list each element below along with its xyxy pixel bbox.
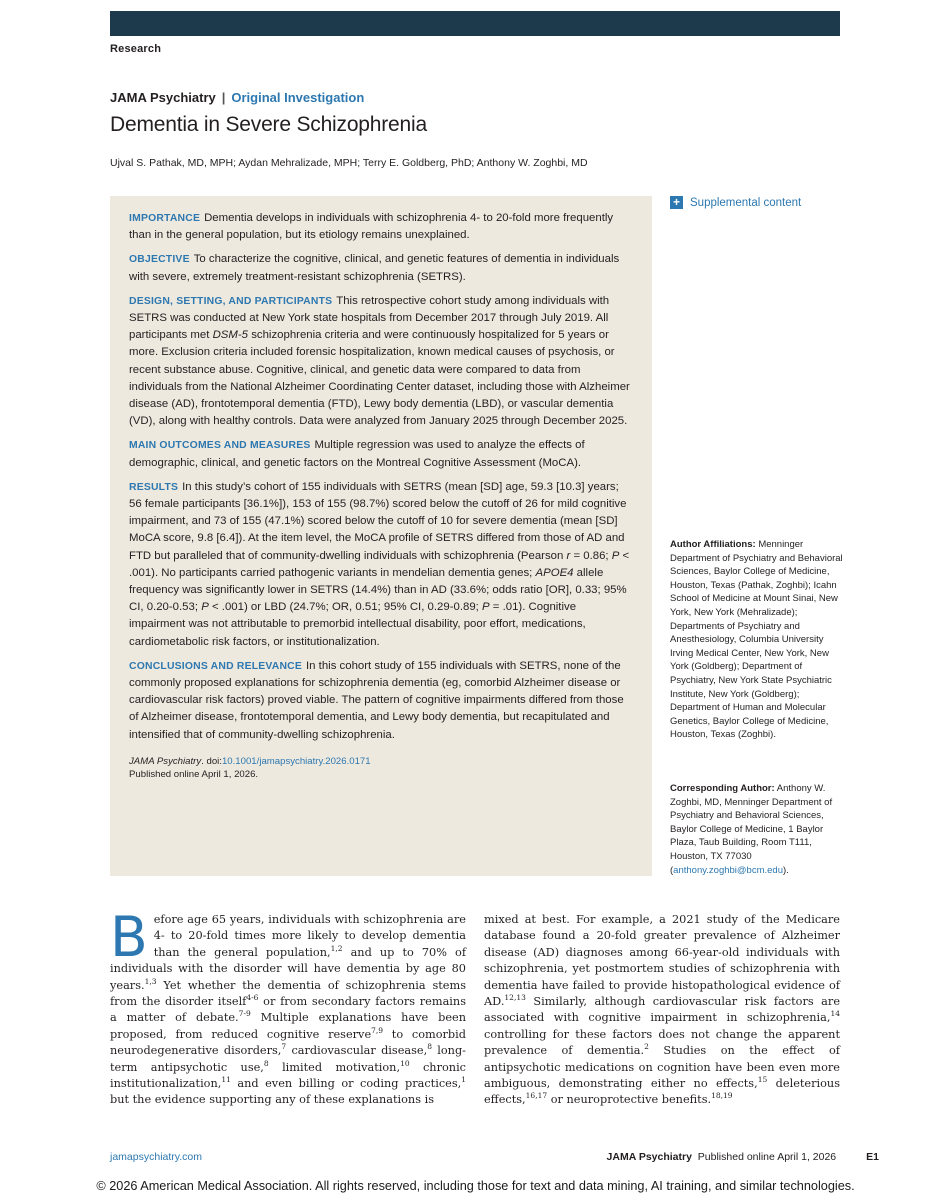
journal-line — [110, 90, 364, 105]
reference-superscript: 7-9 — [238, 1009, 251, 1019]
reference-superscript: 1 — [461, 1075, 466, 1085]
stat-symbol: P — [611, 549, 620, 562]
article-citation — [129, 755, 634, 782]
abstract-box — [110, 196, 652, 876]
corresponding-author — [670, 782, 848, 877]
journal-name: JAMA Psychiatry — [110, 90, 216, 105]
section-label: Research — [110, 43, 162, 55]
abstract-text: In this study’s cohort of 155 individuals with SETRS (mean [SD] age, 59.3 [10.3] years; 56 female participants [36.1%]), 153 of 155 (98.7%) scored below the cutoff of 26 for mild cognitive impairment, and 73 of 155 (47.1%) scored below the cutoff of 10 for severe dementia (mean [SD] MoCA score, 9.8 [6.4]). At the item level, the MoCA profile of SETRS differed from those of AD and FTD but paralleled that of community-dwelling individuals with schizophrenia (Pearson — [129, 480, 627, 562]
reference-superscript: 7 — [281, 1042, 287, 1052]
abstract-heading: DESIGN, SETTING, AND PARTICIPANTS — [129, 295, 333, 307]
body-text: Yet whether the dementia of schizophrenia stems from the disorder itself — [110, 978, 466, 1009]
body-text: controlling for these factors does not change the apparent prevalence of dementia. — [484, 1027, 840, 1058]
abstract-design — [129, 293, 634, 431]
body-text: to comorbid neurodegenerative disorders, — [110, 1027, 466, 1058]
corresponding-label: Corresponding Author: — [670, 783, 775, 794]
body-text: deleterious effects, — [484, 1077, 840, 1107]
body-text: or from secondary factors remains a matter of debate. — [110, 995, 466, 1025]
journal-header-bar — [110, 11, 840, 36]
reference-superscript: 7,9 — [371, 1026, 384, 1036]
abstract-conclusions — [129, 658, 634, 744]
reference-superscript: 1,3 — [144, 976, 157, 986]
abstract-text: To characterize the cognitive, clinical, and genetic features of dementia in individuals with severe, extremely treatment-resistant schizophrenia (SETRS). — [129, 253, 620, 283]
abstract-text: < .001). No participants carried pathogenic variants in mendelian dementia genes; — [129, 549, 630, 579]
citation-journal: JAMA Psychiatry — [129, 755, 202, 767]
abstract-results — [129, 479, 634, 651]
abstract-heading: OBJECTIVE — [129, 254, 190, 266]
reference-superscript: 8 — [263, 1058, 269, 1068]
abstract-heading: IMPORTANCE — [129, 213, 201, 224]
body-column-right — [484, 912, 840, 1109]
author-affiliations — [670, 538, 848, 742]
body-text: and even billing or coding practices, — [230, 1077, 462, 1091]
doi-link[interactable]: 10.1001/jamapsychiatry.2026.0171 — [221, 755, 371, 767]
affiliations-text: Menninger Department of Psychiatry and Behavioral Sciences, Baylor College of Medicine, Houston, Texas (Pathak, Zoghbi); Icahn School of Medicine at Mount Sinai, New York, New York (Mehralizade); Departments of Psychiatry and Anesthesiology, Columbia University Irving Medical Center, New York, New York (Goldberg); Department of Psychiatry, New York State Psychiatric Institute, New York (Goldberg); Department of Human and Molecular Genetics, Baylor College of Medicine, Houston, Texas (Zoghbi). — [670, 539, 843, 741]
body-text: or neuroprotective benefits. — [547, 1093, 712, 1107]
body-text: long-term antipsychotic use, — [110, 1044, 466, 1074]
corresponding-text: Anthony W. Zoghbi, MD, Menninger Department of Psychiatry and Behavioral Sciences, Baylor College of Medicine, 1 Baylor Plaza, Taub Building, Room T111, Houston, TX 77030 — [670, 783, 833, 862]
reference-superscript: 10 — [400, 1058, 410, 1068]
reference-superscript: 4-6 — [246, 993, 259, 1003]
body-text: efore age 65 years, individuals with schizophrenia are 4- to 20-fold times more likely to develop dementia than the general population, — [153, 913, 466, 959]
reference-superscript: 8 — [427, 1042, 432, 1052]
drop-cap: B — [110, 905, 148, 969]
body-text: mixed at best. For example, a 2021 study of the Medicare database found a 20-fold greater prevalence of Alzheimer disease (AD) diagnoses among 66-year-old individuals with schizophrenia, yet postmortem studies of schizophrenia with dementia have failed to provide histopathological evidence of AD. — [484, 913, 840, 1009]
body-text: cardiovascular disease, — [286, 1044, 428, 1058]
stat-symbol: P — [482, 601, 490, 614]
stat-symbol: r — [566, 549, 571, 562]
body-text: Studies on the effect of antipsychotic medications on cognition have been even more ambiguous, demonstrating either no effects, — [484, 1044, 840, 1091]
abstract-text: = .01). Cognitive impairment was not attributable to premorbid intellectual disability, poor effort, medications, cardiometabolic risk factors, or institutionalization. — [129, 601, 586, 648]
supplemental-label: Supplemental content — [690, 196, 802, 209]
dsm-term: DSM-5 — [212, 329, 249, 342]
supplemental-content-link[interactable] — [670, 196, 801, 209]
affiliations-label: Author Affiliations: — [670, 539, 756, 550]
gene-name: APOE4 — [535, 566, 574, 579]
reference-superscript: 12,13 — [504, 993, 526, 1003]
abstract-heading: MAIN OUTCOMES AND MEASURES — [129, 440, 311, 452]
reference-superscript: 1,2 — [330, 944, 343, 954]
abstract-text: < .001) or LBD (24.7%; OR, 0.51; 95% CI, 0.29-0.89; — [208, 601, 482, 614]
reference-superscript: 2 — [644, 1042, 649, 1052]
citation-doi-prefix: . doi: — [201, 755, 222, 767]
copyright-notice: © 2026 American Medical Association. All rights reserved, including those for text and data mining, AI training, and similar technologies. — [96, 1179, 855, 1193]
abstract-objective — [129, 251, 634, 285]
footer-info — [607, 1151, 879, 1163]
reference-superscript: 11 — [221, 1075, 231, 1085]
article-type: Original Investigation — [231, 90, 365, 105]
article-title: Dementia in Severe Schizophrenia — [110, 113, 427, 136]
abstract-heading: RESULTS — [129, 481, 179, 493]
body-text: limited motivation, — [268, 1060, 401, 1074]
abstract-text: = 0.86; — [570, 549, 612, 562]
abstract-text: schizophrenia criteria and were continuously hospitalized for 5 years or more. Exclusion criteria included forensic hospitalization, known medical causes of psychosis, or recent substance abuse. Cognitive, clinical, and genetic data were compared to data from individuals from the National Alzheimer Coordinating Center dataset, including those with Alzheimer disease (AD), frontotemporal dementia (FTD), Lewy body dementia (LBD), or vascular dementia (VD), along with healthy controls. Data were analyzed from January 2025 through December 2025. — [129, 329, 630, 428]
paren: ( — [670, 864, 674, 876]
separator: | — [221, 90, 226, 105]
abstract-importance — [129, 210, 634, 244]
abstract-text: allele frequency was significantly lower in SETRS (14.4%) than in AD (33.6%; odds ratio [OR], 0.33; 95% CI, 0.20-0.53; — [129, 566, 627, 614]
abstract-text: Dementia develops in individuals with schizophrenia 4- to 20-fold more frequently than in the general population, but its etiology remains unexplained. — [129, 212, 614, 242]
body-text: and up to 70% of individuals with the disorder will have dementia by age 80 years. — [110, 945, 466, 992]
body-text: Multiple explanations have been proposed, from reduced cognitive reserve — [110, 1011, 466, 1041]
abstract-text: This retrospective cohort study among individuals with SETRS was conducted at New York state hospitals from December 2017 through July 2019. All participants met — [129, 294, 610, 342]
author-list: Ujval S. Pathak, MD, MPH; Aydan Mehralizade, MPH; Terry E. Goldberg, PhD; Anthony W. Zoghbi, MD — [110, 157, 588, 169]
published-date: Published online April 1, 2026. — [129, 769, 259, 781]
email-link[interactable]: anthony.zoghbi@bcm.edu — [673, 864, 783, 876]
body-column-left — [110, 905, 467, 1109]
body-text: Similarly, although cardiovascular risk factors are associated with cognitive impairment in schizophrenia, — [484, 995, 840, 1025]
abstract-text: In this cohort study of 155 individuals with SETRS, none of the commonly proposed explanations for schizophrenia dementia (eg, comorbid Alzheimer disease or cardiovascular risk factors) proved viable. The pattern of cognitive impairments differed from those of Alzheimer disease, frontotemporal dementia, and Lewy body dementia, but recapitulated and intensified that of community-dwelling schizophrenia. — [129, 659, 624, 741]
body-text: chronic institutionalization, — [110, 1060, 467, 1091]
reference-superscript: 18,19 — [711, 1091, 733, 1101]
stat-symbol: P — [201, 601, 209, 614]
abstract-heading: CONCLUSIONS AND RELEVANCE — [129, 660, 302, 672]
footer-published: Published online April 1, 2026 — [697, 1151, 837, 1163]
footer-journal: JAMA Psychiatry — [606, 1151, 692, 1163]
reference-superscript: 15 — [757, 1075, 768, 1085]
abstract-text: Multiple regression was used to analyze the effects of demographic, clinical, and genetic factors on the Montreal Cognitive Assessment (MoCA). — [129, 439, 585, 469]
journal-website-link[interactable]: jamapsychiatry.com — [110, 1151, 202, 1163]
paren: ). — [783, 864, 789, 876]
page-number: E1 — [866, 1151, 879, 1163]
reference-superscript: 14 — [830, 1009, 840, 1019]
abstract-outcomes — [129, 437, 634, 471]
body-text: but the evidence supporting any of these explanations is — [110, 1093, 435, 1107]
plus-icon: + — [670, 196, 683, 209]
reference-superscript: 16,17 — [525, 1091, 548, 1101]
